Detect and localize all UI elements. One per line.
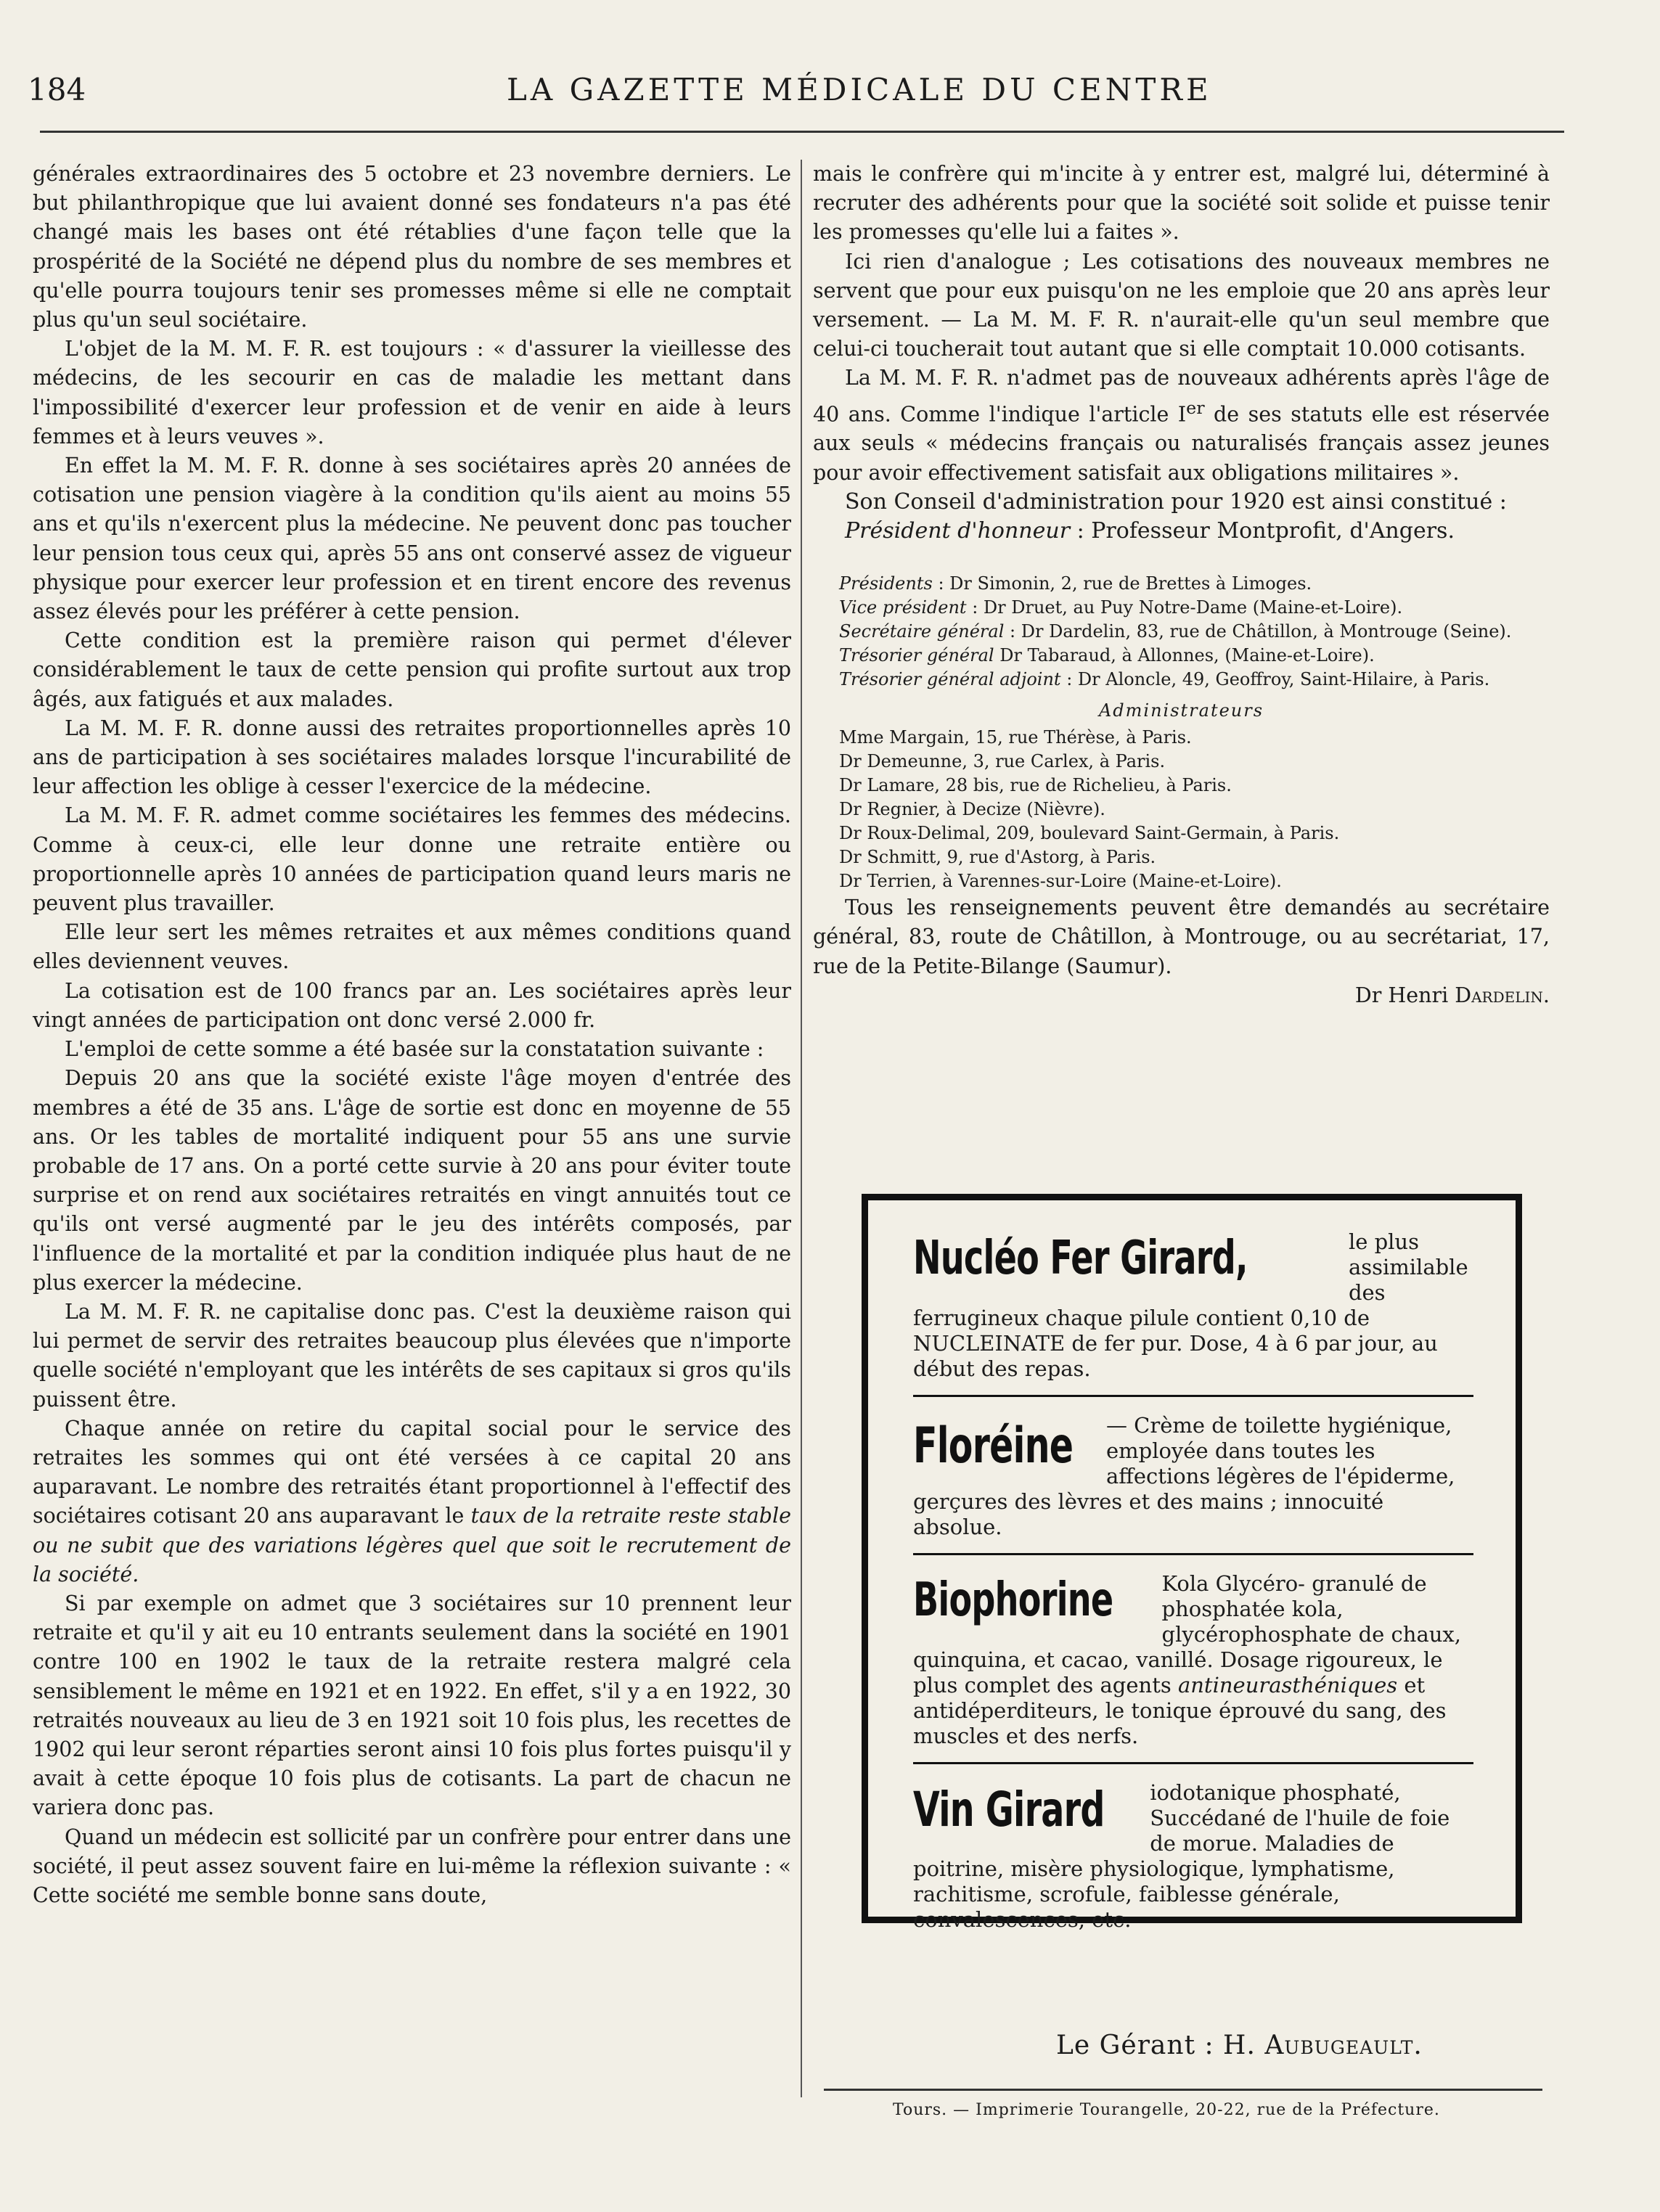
paragraph [813, 364, 1550, 487]
officer-role: Trésorier général adjoint [839, 669, 1061, 690]
advertisement-biophorine [913, 1571, 1473, 1749]
officer-details: : Dr Dardelin, 83, rue de Châtillon, à Montrouge (Seine). [1004, 621, 1512, 642]
column-divider [801, 160, 802, 2097]
signature-name: Dardelin. [1455, 983, 1550, 1007]
officer-role: Secrétaire général [839, 621, 1005, 642]
paragraph: Depuis 20 ans que la société existe l'âge moyen d'entrée des membres a été de 35 ans. L'âge de sortie est donc en moyenne de 55 ans. Or les tables de mortalité indiquent pour 55 ans une survie probable de 17 ans. On a porté cette survie à 20 ans pour éviter toute surprise et on rend aux sociétaires retraités en vingt annuités tout ce qu'ils ont versé augmenté par le jeu des intérêts composés, par l'influence de la mortalité et par la condition indiquée plus haut de ne plus exercer la médecine. [33, 1066, 791, 1295]
header-rule [40, 131, 1564, 133]
ad-product-name: Floréine [913, 1417, 1074, 1475]
administrators-list [813, 726, 1550, 893]
officer [813, 668, 1550, 692]
council-intro: Son Conseil d'administration pour 1920 est ainsi constitué : [845, 488, 1507, 515]
paragraph: Cette condition est la première raison qui permet d'élever considérablement le taux de cette pension qui profite surtout aux trop âgés, aux fatigués et aux malades. [33, 628, 791, 711]
ad-description: — Crème de toilette hygiénique, employée dans toutes les affections légères de l'épiderme, gerçures des lèvres et des mains ; innocuité absolue. [913, 1413, 1455, 1539]
officer-role: Vice président [839, 597, 967, 618]
paragraph: Ici rien d'analogue ; Les cotisations des nouveaux membres ne servent que pour eux puisqu'on ne les emploie que 20 ans après leur versement. — La M. M. F. R. n'aurait-elle qu'un seul membre que celui-ci toucherait tout autant que si elle comptait 10.000 cotisants. [813, 249, 1550, 361]
gerant-name: Aubugeault. [1264, 2031, 1423, 2060]
footer-rule [824, 2089, 1542, 2091]
ad-divider [913, 1395, 1473, 1397]
honorary-president-label: Président d'honneur [845, 517, 1071, 544]
paragraph: L'emploi de cette somme a été basée sur la constatation suivante : [65, 1037, 764, 1062]
officer-details: : Dr Aloncle, 49, Geoffroy, Saint-Hilaire, à Paris. [1060, 669, 1490, 690]
honorary-president [813, 517, 1550, 546]
page-number: 184 [28, 71, 86, 107]
journal-title: LA GAZETTE MÉDICALE DU CENTRE [507, 71, 1212, 107]
paragraph [33, 1414, 791, 1589]
paragraph: La M. M. F. R. admet comme sociétaires les femmes des médecins. Comme à ceux-ci, elle leur donne une retraite entière ou proportionnelle après 10 années de participation quand leurs maris ne peuvent plus travailler. [33, 803, 791, 916]
signature [813, 981, 1550, 1010]
paragraph-text: de ses statuts elle est réservée aux seuls « médecins français ou naturalisés français assez jeunes pour avoir effectivement satisfait aux obligations militaires ». [813, 402, 1550, 485]
administrator: Dr Demeunne, 3, rue Carlex, à Paris. [839, 751, 1166, 772]
advertisement-nucleo-fer-girard [913, 1229, 1473, 1382]
administrator: Dr Roux-Delimal, 209, boulevard Saint-Germain, à Paris. [839, 823, 1340, 844]
superscript: er [1186, 397, 1205, 418]
paragraph: Elle leur sert les mêmes retraites et aux mêmes conditions quand elles deviennent veuves. [33, 920, 791, 974]
officer-role: Présidents [839, 573, 933, 594]
honorary-president-value: : Professeur Montprofit, d'Angers. [1070, 517, 1455, 544]
paragraph: La M. M. F. R. donne aussi des retraites proportionnelles après 10 ans de participation à ses sociétaires malades lorsque l'incurabilité de leur affection les oblige à cesser l'exercice de la médecine. [33, 716, 791, 799]
ad-divider [913, 1553, 1473, 1555]
advertisement-box [862, 1194, 1522, 1932]
signature-prefix: Dr Henri [1354, 983, 1455, 1007]
administrator: Dr Schmitt, 9, rue d'Astorg, à Paris. [839, 847, 1156, 868]
ad-divider [913, 1762, 1473, 1764]
paragraph: mais le confrère qui m'incite à y entrer est, malgré lui, déterminé à recruter des adhérents pour que la société soit solide et puisse tenir les promesses qu'elle lui a faites ». [813, 162, 1550, 245]
paragraph: La M. M. F. R. ne capitalise donc pas. C'est la deuxième raison qui lui permet de servir des retraites beaucoup plus élevées que n'importe quelle société n'employant que les intérêts de ses capitaux si gros qu'ils puissent être. [33, 1299, 791, 1412]
ad-description: iodotanique phosphaté, Succédané de l'huile de foie de morue. Maladies de poitrine, misère physiologique, lymphatisme, rachitisme, scrofule, faiblesse générale, convalescences, etc. [913, 1780, 1450, 1932]
administrator: Dr Lamare, 28 bis, rue de Richelieu, à Paris. [839, 775, 1232, 796]
page-header [28, 64, 1624, 115]
closing-paragraph: Tous les renseignements peuvent être demandés au secrétaire général, 83, route de Châtillon, à Montrouge, ou au secrétariat, 17, rue de la Petite-Bilange (Saumur). [813, 896, 1550, 978]
ad-description-text: Kola Glycéro- granulé de phosphatée kola, glycérophosphate de chaux, quinquina, et cacao, vanillé. Dosage rigoureux, le plus complet des agents [913, 1571, 1461, 1697]
paragraph: En effet la M. M. F. R. donne à ses sociétaires après 20 années de cotisation une pension viagère à la condition qu'ils aient au moins 55 ans et qu'ils n'exercent plus la médecine. Ne peuvent donc pas toucher leur pension tous ceux qui, après 55 ans ont conservé assez de vigueur physique pour exercer leur profession et en tirent encore des revenus assez élevés pour les préférer à cette pension. [33, 454, 791, 624]
ad-product-name: Nucléo Fer Girard, [913, 1232, 1248, 1285]
officer-details: : Dr Druet, au Puy Notre-Dame (Maine-et-Loire). [966, 597, 1403, 618]
paragraph-italic-text: taux de la retraite reste stable ou ne subit que des variations légères quel que soit le recrutement de la société. [33, 1504, 791, 1586]
paragraph: générales extraordinaires des 5 octobre et 23 novembre derniers. Le but philanthropique que lui avaient donné ses fondateurs n'a pas été changé mais les bases ont été rétablies d'une façon telle que la prospérité de la Société ne dépend plus du nombre de ses membres et qu'elle pourra toujours tenir ses promesses même si elle ne comptait plus qu'un seul sociétaire. [33, 162, 791, 332]
paragraph: Si par exemple on admet que 3 sociétaires sur 10 prennent leur retraite et qu'il y ait eu 10 entrants seulement dans la société en 1901 contre 100 en 1902 le taux de la retraite restera malgré cela sensiblement le même en 1921 et en 1922. En effet, s'il y a en 1922, 30 retraités nouveaux au lieu de 3 en 1921 soit 10 fois plus, les recettes de 1902 qui leur seront réparties seront ainsi 10 fois plus fortes puisqu'il y avait à cette époque 10 fois plus de cotisants. La part de chacun ne variera donc pas. [33, 1591, 791, 1820]
paragraph-text: Chaque année on retire du capital social pour le service des retraites les sommes qui ont été versées à ce capital 20 ans auparavant. Le nombre des retraités étant proportionnel à l'effectif des sociétaires cotisant 20 ans auparavant le [33, 1416, 791, 1528]
officer [813, 644, 1550, 668]
advertisement-vin-girard [913, 1780, 1473, 1933]
officer-details: Dr Tabaraud, à Allonnes, (Maine-et-Loire). [994, 645, 1375, 666]
left-column [33, 160, 791, 1910]
administrator: Dr Terrien, à Varennes-sur-Loire (Maine-et-Loire). [839, 871, 1282, 892]
ad-description-italic: antineurasthéniques [1177, 1673, 1398, 1697]
administrator: Mme Margain, 15, rue Thérèse, à Paris. [839, 727, 1192, 748]
right-column [813, 160, 1550, 1010]
paragraph: Quand un médecin est sollicité par un confrère pour entrer dans une société, il peut assez souvent faire en lui-même la réflexion suivante : « Cette société me semble bonne sans doute, [33, 1824, 791, 1907]
ad-product-name: Biophorine [913, 1573, 1113, 1627]
gerant-prefix: Le Gérant : H. [1056, 2031, 1265, 2060]
advertisement-floreine [913, 1413, 1473, 1540]
officer [813, 572, 1550, 596]
officer-details: : Dr Simonin, 2, rue de Brettes à Limoges. [932, 573, 1312, 594]
officer [813, 620, 1550, 644]
paragraph: L'objet de la M. M. F. R. est toujours : « d'assurer la vieillesse des médecins, de les secourir en cas de maladie les mettant dans l'impossibilité d'exercer leur profession et de venir en aide à leurs femmes et à leurs veuves ». [33, 337, 791, 448]
paragraph-text: La M. M. F. R. n'admet pas de nouveaux adhérents après l'âge de 40 ans. Comme l'indique l'article I [813, 366, 1550, 427]
administrators-heading: Administrateurs [1098, 700, 1264, 721]
gerant-line [1056, 2031, 1423, 2060]
ad-product-name: Vin Girard [913, 1782, 1105, 1838]
ad-description: le plus assimilable des ferrugineux chaque pilule contient 0,10 de NUCLEINATE de fer pur. Dose, 4 à 6 par jour, au début des repas. [913, 1229, 1468, 1381]
paragraph: La cotisation est de 100 francs par an. Les sociétaires après leur vingt années de participation ont donc versé 2.000 fr. [33, 978, 791, 1032]
printer-line: Tours. — Imprimerie Tourangelle, 20-22, rue de la Préfecture. [893, 2101, 1440, 2119]
officer [813, 596, 1550, 620]
administrator: Dr Regnier, à Decize (Nièvre). [839, 799, 1105, 820]
ad-description-text: et antidéperditeurs, le tonique éprouvé du sang, des muscles et des nerfs. [913, 1673, 1447, 1748]
officers-list [813, 572, 1550, 893]
officer-role: Trésorier général [839, 645, 994, 666]
